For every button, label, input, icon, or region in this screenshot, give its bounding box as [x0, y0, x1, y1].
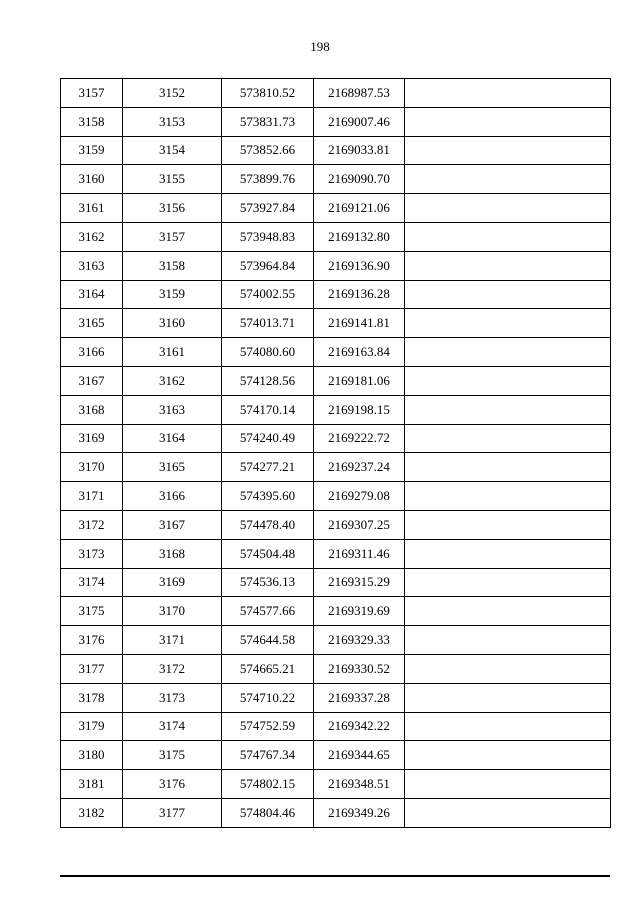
note-cell [405, 683, 611, 712]
point-number-cell: 3182 [61, 798, 123, 827]
note-cell [405, 222, 611, 251]
note-cell [405, 770, 611, 799]
point-number-cell: 3167 [61, 366, 123, 395]
table-row [61, 165, 611, 194]
station-number-cell: 3155 [123, 165, 222, 194]
point-number-cell: 3169 [61, 424, 123, 453]
note-cell [405, 453, 611, 482]
table-row [61, 683, 611, 712]
point-number-cell: 3170 [61, 453, 123, 482]
x-coordinate-cell: 574804.46 [222, 798, 314, 827]
station-number-cell: 3157 [123, 222, 222, 251]
point-number-cell: 3177 [61, 654, 123, 683]
note-cell [405, 309, 611, 338]
table-row [61, 597, 611, 626]
point-number-cell: 3157 [61, 79, 123, 108]
table-row [61, 424, 611, 453]
point-number-cell: 3174 [61, 568, 123, 597]
table-row [61, 770, 611, 799]
table-row [61, 482, 611, 511]
station-number-cell: 3166 [123, 482, 222, 511]
x-coordinate-cell: 574665.21 [222, 654, 314, 683]
note-cell [405, 194, 611, 223]
station-number-cell: 3167 [123, 510, 222, 539]
y-coordinate-cell: 2169121.06 [314, 194, 405, 223]
x-coordinate-cell: 573948.83 [222, 222, 314, 251]
x-coordinate-cell: 573831.73 [222, 107, 314, 136]
station-number-cell: 3177 [123, 798, 222, 827]
point-number-cell: 3164 [61, 280, 123, 309]
y-coordinate-cell: 2169136.28 [314, 280, 405, 309]
x-coordinate-cell: 573964.84 [222, 251, 314, 280]
x-coordinate-cell: 574002.55 [222, 280, 314, 309]
x-coordinate-cell: 574478.40 [222, 510, 314, 539]
table-row [61, 309, 611, 338]
y-coordinate-cell: 2169342.22 [314, 712, 405, 741]
note-cell [405, 251, 611, 280]
station-number-cell: 3158 [123, 251, 222, 280]
station-number-cell: 3169 [123, 568, 222, 597]
station-number-cell: 3164 [123, 424, 222, 453]
note-cell [405, 136, 611, 165]
table-row [61, 79, 611, 108]
note-cell [405, 798, 611, 827]
station-number-cell: 3162 [123, 366, 222, 395]
y-coordinate-cell: 2169132.80 [314, 222, 405, 251]
y-coordinate-cell: 2169319.69 [314, 597, 405, 626]
point-number-cell: 3176 [61, 626, 123, 655]
x-coordinate-cell: 573899.76 [222, 165, 314, 194]
x-coordinate-cell: 573852.66 [222, 136, 314, 165]
x-coordinate-cell: 574080.60 [222, 338, 314, 367]
note-cell [405, 654, 611, 683]
table-row [61, 453, 611, 482]
note-cell [405, 568, 611, 597]
note-cell [405, 107, 611, 136]
y-coordinate-cell: 2169279.08 [314, 482, 405, 511]
x-coordinate-cell: 574395.60 [222, 482, 314, 511]
note-cell [405, 366, 611, 395]
x-coordinate-cell: 573927.84 [222, 194, 314, 223]
table-row [61, 136, 611, 165]
x-coordinate-cell: 574577.66 [222, 597, 314, 626]
note-cell [405, 338, 611, 367]
station-number-cell: 3173 [123, 683, 222, 712]
station-number-cell: 3154 [123, 136, 222, 165]
station-number-cell: 3175 [123, 741, 222, 770]
y-coordinate-cell: 2169033.81 [314, 136, 405, 165]
x-coordinate-cell: 574767.34 [222, 741, 314, 770]
y-coordinate-cell: 2169315.29 [314, 568, 405, 597]
note-cell [405, 597, 611, 626]
station-number-cell: 3153 [123, 107, 222, 136]
point-number-cell: 3172 [61, 510, 123, 539]
note-cell [405, 165, 611, 194]
y-coordinate-cell: 2169163.84 [314, 338, 405, 367]
point-number-cell: 3168 [61, 395, 123, 424]
point-number-cell: 3159 [61, 136, 123, 165]
table-row [61, 280, 611, 309]
station-number-cell: 3161 [123, 338, 222, 367]
y-coordinate-cell: 2169337.28 [314, 683, 405, 712]
x-coordinate-cell: 574170.14 [222, 395, 314, 424]
table-row [61, 338, 611, 367]
station-number-cell: 3152 [123, 79, 222, 108]
station-number-cell: 3172 [123, 654, 222, 683]
y-coordinate-cell: 2169348.51 [314, 770, 405, 799]
point-number-cell: 3175 [61, 597, 123, 626]
station-number-cell: 3156 [123, 194, 222, 223]
table-row [61, 568, 611, 597]
x-coordinate-cell: 574752.59 [222, 712, 314, 741]
point-number-cell: 3160 [61, 165, 123, 194]
x-coordinate-cell: 574128.56 [222, 366, 314, 395]
footer-rule [60, 875, 610, 877]
table-row [61, 539, 611, 568]
point-number-cell: 3173 [61, 539, 123, 568]
page-number: 198 [310, 39, 330, 54]
table-row [61, 626, 611, 655]
note-cell [405, 741, 611, 770]
point-number-cell: 3161 [61, 194, 123, 223]
table-row [61, 741, 611, 770]
point-number-cell: 3165 [61, 309, 123, 338]
table-row [61, 107, 611, 136]
table-body [61, 79, 611, 828]
y-coordinate-cell: 2169349.26 [314, 798, 405, 827]
table-row [61, 395, 611, 424]
point-number-cell: 3179 [61, 712, 123, 741]
x-coordinate-cell: 574013.71 [222, 309, 314, 338]
point-number-cell: 3162 [61, 222, 123, 251]
x-coordinate-cell: 574504.48 [222, 539, 314, 568]
x-coordinate-cell: 574802.15 [222, 770, 314, 799]
table-row [61, 798, 611, 827]
y-coordinate-cell: 2169237.24 [314, 453, 405, 482]
y-coordinate-cell: 2169136.90 [314, 251, 405, 280]
x-coordinate-cell: 574277.21 [222, 453, 314, 482]
y-coordinate-cell: 2169222.72 [314, 424, 405, 453]
y-coordinate-cell: 2169329.33 [314, 626, 405, 655]
point-number-cell: 3166 [61, 338, 123, 367]
y-coordinate-cell: 2169311.46 [314, 539, 405, 568]
y-coordinate-cell: 2169181.06 [314, 366, 405, 395]
table-row [61, 654, 611, 683]
table-row [61, 251, 611, 280]
x-coordinate-cell: 574644.58 [222, 626, 314, 655]
table-row [61, 366, 611, 395]
x-coordinate-cell: 573810.52 [222, 79, 314, 108]
note-cell [405, 510, 611, 539]
note-cell [405, 626, 611, 655]
note-cell [405, 712, 611, 741]
y-coordinate-cell: 2169307.25 [314, 510, 405, 539]
table-row [61, 510, 611, 539]
coordinates-table [60, 78, 611, 828]
table-row [61, 712, 611, 741]
x-coordinate-cell: 574710.22 [222, 683, 314, 712]
y-coordinate-cell: 2168987.53 [314, 79, 405, 108]
point-number-cell: 3178 [61, 683, 123, 712]
note-cell [405, 482, 611, 511]
note-cell [405, 280, 611, 309]
station-number-cell: 3170 [123, 597, 222, 626]
point-number-cell: 3158 [61, 107, 123, 136]
note-cell [405, 395, 611, 424]
point-number-cell: 3171 [61, 482, 123, 511]
station-number-cell: 3160 [123, 309, 222, 338]
y-coordinate-cell: 2169344.65 [314, 741, 405, 770]
point-number-cell: 3163 [61, 251, 123, 280]
y-coordinate-cell: 2169090.70 [314, 165, 405, 194]
x-coordinate-cell: 574536.13 [222, 568, 314, 597]
y-coordinate-cell: 2169007.46 [314, 107, 405, 136]
table-row [61, 222, 611, 251]
station-number-cell: 3174 [123, 712, 222, 741]
table-row [61, 194, 611, 223]
station-number-cell: 3168 [123, 539, 222, 568]
note-cell [405, 79, 611, 108]
station-number-cell: 3165 [123, 453, 222, 482]
y-coordinate-cell: 2169330.52 [314, 654, 405, 683]
note-cell [405, 539, 611, 568]
station-number-cell: 3163 [123, 395, 222, 424]
point-number-cell: 3181 [61, 770, 123, 799]
station-number-cell: 3176 [123, 770, 222, 799]
x-coordinate-cell: 574240.49 [222, 424, 314, 453]
note-cell [405, 424, 611, 453]
station-number-cell: 3159 [123, 280, 222, 309]
y-coordinate-cell: 2169141.81 [314, 309, 405, 338]
y-coordinate-cell: 2169198.15 [314, 395, 405, 424]
point-number-cell: 3180 [61, 741, 123, 770]
station-number-cell: 3171 [123, 626, 222, 655]
